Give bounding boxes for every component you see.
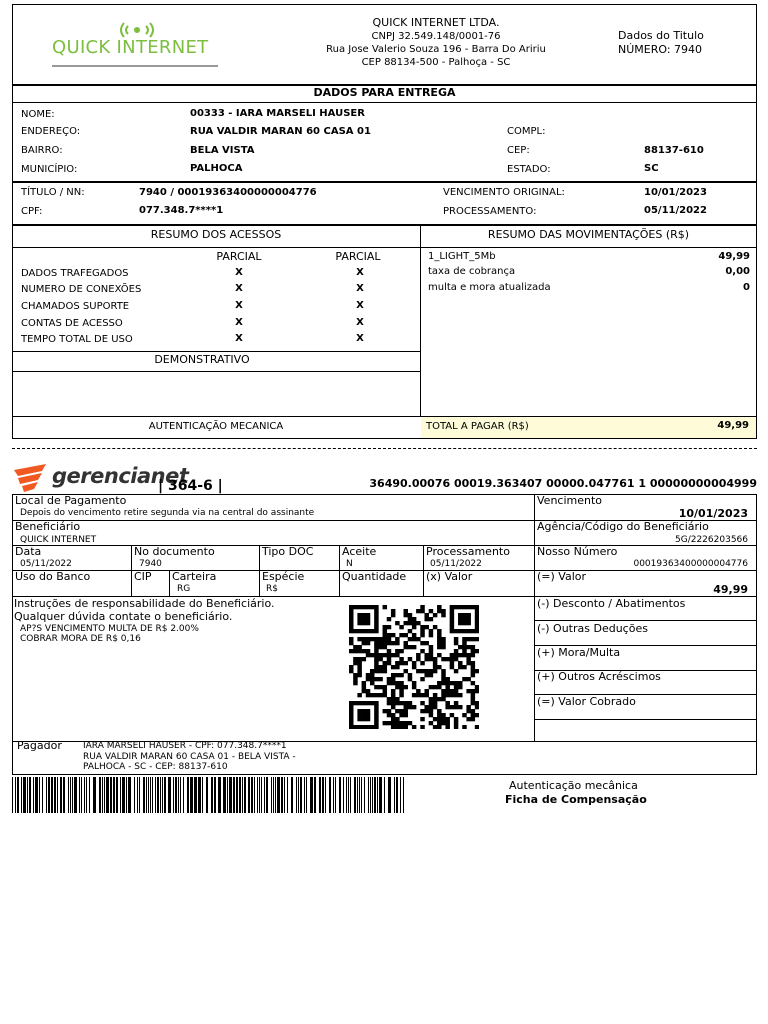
- our-number-value: 00019363400000004776: [633, 559, 748, 569]
- processing-value: 05/11/2022: [644, 205, 707, 216]
- name-value: 00333 - IARA MARSELI HAUSER: [190, 108, 365, 119]
- logo-text: QUICK INTERNET: [52, 37, 209, 58]
- barcode: [12, 777, 405, 813]
- access-row-label: CONTAS DE ACESSO: [21, 318, 123, 329]
- demonstrativo-title: DEMONSTRATIVO: [154, 353, 250, 366]
- company-cnpj: CNPJ 32.549.148/0001-76: [371, 31, 501, 42]
- beneficiary-value: QUICK INTERNET: [20, 535, 97, 545]
- access-row-v1: X: [235, 317, 243, 328]
- payment-place-value: Depois do vencimento retire segunda via na central do assinante: [20, 508, 315, 518]
- our-number-label: Nosso Número: [537, 545, 618, 558]
- payment-place-label: Local de Pagamento: [15, 494, 127, 507]
- instructions-subtitle: Qualquer dúvida contate o beneficiário.: [14, 610, 233, 623]
- agency-value: 5G/2226203566: [675, 535, 748, 545]
- movement-label: 1_LIGHT_5Mb: [428, 251, 496, 262]
- cut-line: [12, 448, 757, 449]
- payer-line-3: PALHOCA - SC - CEP: 88137-610: [83, 762, 228, 772]
- access-row-label: DADOS TRAFEGADOS: [21, 268, 129, 279]
- accept-value: N: [346, 559, 353, 569]
- wallet-label: Carteira: [172, 570, 217, 583]
- doc-number-value: 7940: [139, 559, 162, 569]
- processing-label: PROCESSAMENTO:: [443, 206, 537, 217]
- other-deductions-label: (-) Outras Deduções: [537, 622, 648, 635]
- wallet-value: RG: [177, 584, 191, 594]
- value-amount: 49,99: [713, 583, 748, 596]
- doc-number-label: No documento: [134, 545, 215, 558]
- nn-label: TÍTULO / NN:: [21, 187, 85, 198]
- district-label: BAIRRO:: [21, 145, 63, 156]
- cpf-value: 077.348.7****1: [139, 205, 224, 216]
- access-col2-header: PARCIAL: [335, 250, 381, 263]
- access-col1-header: PARCIAL: [216, 250, 262, 263]
- digitable-line: 36490.00076 00019.363407 00000.047761 1 00000000004999: [369, 477, 757, 490]
- discount-label: (-) Desconto / Abatimentos: [537, 597, 686, 610]
- processing-slip-value: 05/11/2022: [430, 559, 482, 569]
- orig-due-value: 10/01/2023: [644, 187, 707, 198]
- movement-label: taxa de cobrança: [428, 266, 516, 277]
- gerencianet-text: gerencianet: [52, 464, 189, 488]
- payer-line-2: RUA VALDIR MARAN 60 CASA 01 - BELA VISTA -: [83, 752, 296, 762]
- x-value-label: (x) Valor: [426, 570, 473, 583]
- payer-label: Pagador: [17, 739, 62, 752]
- due-value: 10/01/2023: [678, 507, 748, 520]
- instructions-title: Instruções de responsabilidade do Beneficiário.: [14, 597, 275, 610]
- total-label: TOTAL A PAGAR (R$): [426, 421, 529, 432]
- access-row-v1: X: [235, 283, 243, 294]
- access-row-v2: X: [356, 333, 364, 344]
- title-data-label: Dados do Titulo: [618, 29, 704, 42]
- cpf-label: CPF:: [21, 206, 43, 217]
- access-row-v2: X: [356, 267, 364, 278]
- access-row-label: NUMERO DE CONEXÕES: [21, 284, 142, 295]
- movement-value: 0,00: [725, 266, 750, 277]
- slip-auth-label: Autenticação mecânica: [509, 779, 638, 792]
- compl-label: COMPL:: [507, 126, 546, 137]
- company-cep: CEP 88134-500 - Palhoça - SC: [361, 57, 511, 68]
- agency-label: Agência/Código do Beneficiário: [537, 520, 709, 533]
- access-row-label: CHAMADOS SUPORTE: [21, 301, 130, 312]
- doc-type-label: Tipo DOC: [262, 545, 314, 558]
- city-label: MUNICÍPIO:: [21, 164, 78, 175]
- state-value: SC: [644, 163, 659, 174]
- due-label: Vencimento: [537, 494, 603, 507]
- cep-value: 88137-610: [644, 145, 704, 156]
- gerencianet-logo: [12, 462, 189, 494]
- cep-label: CEP:: [507, 145, 530, 156]
- total-value: 49,99: [717, 420, 749, 431]
- bank-use-label: Uso do Banco: [15, 570, 91, 583]
- movement-value: 0: [743, 282, 750, 293]
- nn-value: 7940 / 00019363400000004776: [139, 187, 317, 198]
- species-value: R$: [266, 584, 278, 594]
- title-number: NÚMERO: 7940: [618, 43, 703, 56]
- quantity-label: Quantidade: [342, 570, 407, 583]
- access-row-v1: X: [235, 333, 243, 344]
- access-row-v1: X: [235, 267, 243, 278]
- processing-slip-label: Processamento: [426, 545, 510, 558]
- access-row-label: TEMPO TOTAL DE USO: [21, 334, 133, 345]
- date-label: Data: [15, 545, 42, 558]
- fine-label: (+) Mora/Multa: [537, 646, 621, 659]
- other-additions-label: (+) Outros Acréscimos: [537, 670, 661, 683]
- date-value: 05/11/2022: [20, 559, 72, 569]
- beneficiary-label: Beneficiário: [15, 520, 81, 533]
- instructions-line-1: AP?S VENCIMENTO MULTA DE R$ 2.00%: [20, 624, 199, 634]
- bank-code: | 364-6 |: [158, 478, 223, 494]
- city-value: PALHOCA: [190, 163, 243, 174]
- company-address: Rua Jose Valerio Souza 196 - Barra Do Aririu: [326, 44, 546, 55]
- access-row-v2: X: [356, 300, 364, 311]
- payer-line-1: IARA MARSELI HAUSER - CPF: 077.348.7****1: [83, 741, 287, 751]
- access-row-v1: X: [235, 300, 243, 311]
- state-label: ESTADO:: [507, 164, 551, 175]
- pix-qr-code: [349, 605, 479, 729]
- delivery-section-title: DADOS PARA ENTREGA: [313, 86, 456, 99]
- instructions-line-2: COBRAR MORA DE R$ 0,16: [20, 634, 141, 644]
- access-row-v2: X: [356, 317, 364, 328]
- species-label: Espécie: [262, 570, 305, 583]
- charged-value-label: (=) Valor Cobrado: [537, 695, 636, 708]
- name-label: NOME:: [21, 109, 55, 120]
- compensation-sheet-label: Ficha de Compensação: [505, 793, 647, 806]
- company-name: QUICK INTERNET LTDA.: [372, 16, 500, 29]
- orig-due-label: VENCIMENTO ORIGINAL:: [443, 187, 565, 198]
- movements-title: RESUMO DAS MOVIMENTAÇÕES (R$): [487, 228, 690, 241]
- movement-label: multa e mora atualizada: [428, 282, 551, 293]
- movement-value: 49,99: [718, 251, 750, 262]
- mechanical-auth-label: AUTENTICAÇÃO MECANICA: [148, 421, 284, 432]
- value-label: (=) Valor: [537, 570, 587, 583]
- cip-label: CIP: [134, 570, 152, 583]
- total-to-pay-row: [421, 417, 756, 438]
- quick-internet-logo: [52, 18, 222, 70]
- district-value: BELA VISTA: [190, 145, 255, 156]
- access-row-v2: X: [356, 283, 364, 294]
- address-value: RUA VALDIR MARAN 60 CASA 01: [190, 126, 371, 137]
- access-summary-title: RESUMO DOS ACESSOS: [150, 228, 282, 241]
- address-label: ENDEREÇO:: [21, 126, 81, 137]
- accept-label: Aceite: [342, 545, 377, 558]
- gerencianet-swoosh-icon: [12, 462, 52, 494]
